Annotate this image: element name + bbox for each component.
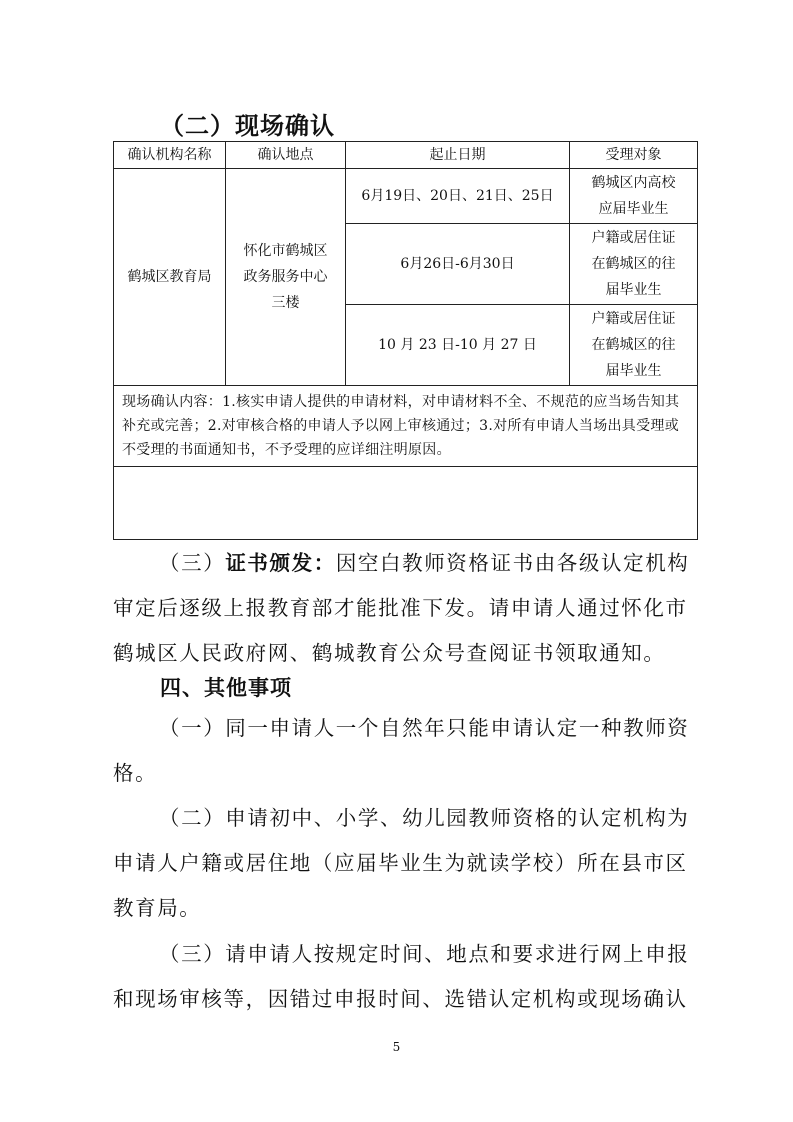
other-matters-heading: 四、其他事项	[160, 676, 292, 700]
target-cell: 户籍或居住证 在鹤城区的往 届毕业生	[570, 224, 698, 305]
dates-cell: 6月19日、20日、21日、25日	[346, 169, 570, 224]
location-cell: 怀化市鹤城区 政务服务中心 三楼	[226, 169, 346, 386]
confirmation-content-note: 现场确认内容：1.核实申请人提供的申请材料，对申请材料不全、不规范的应当场告知其补充或完善；2.对审核合格的申请人予以网上审核通过；3.对所有申请人当场出具受理或不受理的书面通知书，不予受理的应详细注明原因。	[114, 386, 698, 467]
header-target: 受理对象	[570, 142, 698, 169]
other-item-1: （一）同一申请人一个自然年只能申请认定一种教师资格。	[113, 716, 690, 785]
confirmation-table	[113, 141, 698, 540]
empty-cell	[114, 467, 698, 540]
certificate-lead: （三）	[159, 551, 226, 575]
target-cell: 鹤城区内高校 应届毕业生	[570, 169, 698, 224]
header-location: 确认地点	[226, 142, 346, 169]
certificate-issuance-label: 证书颁发：	[225, 551, 336, 575]
table-row	[114, 169, 698, 224]
other-item-2: （二）申请初中、小学、幼儿园教师资格的认定机构为申请人户籍或居住地（应届毕业生为就读学校）所在县市区教育局。	[113, 806, 690, 920]
table-header-row	[114, 142, 698, 169]
header-dates: 起止日期	[346, 142, 570, 169]
table-note-row	[114, 386, 698, 467]
page-number: 5	[392, 1040, 401, 1054]
target-cell: 户籍或居住证 在鹤城区的往 届毕业生	[570, 305, 698, 386]
header-org: 确认机构名称	[114, 142, 226, 169]
dates-cell: 6月26日-6月30日	[346, 224, 570, 305]
certificate-issuance-text: 因空白教师资格证书由各级认定机构审定后逐级上报教育部才能批准下发。请申请人通过怀化市鹤城区人民政府网、鹤城教育公众号查阅证书领取通知。	[113, 551, 690, 665]
dates-cell: 10 月 23 日-10 月 27 日	[346, 305, 570, 386]
section-title-onsite-confirmation: （二）现场确认	[160, 112, 335, 140]
table-empty-row	[114, 467, 698, 540]
org-cell: 鹤城区教育局	[114, 169, 226, 386]
other-item-3: （三）请申请人按规定时间、地点和要求进行网上申报和现场审核等，因错过申报时间、选错认定机构或现场确认	[113, 942, 690, 1011]
certificate-issuance-paragraph	[113, 541, 697, 676]
